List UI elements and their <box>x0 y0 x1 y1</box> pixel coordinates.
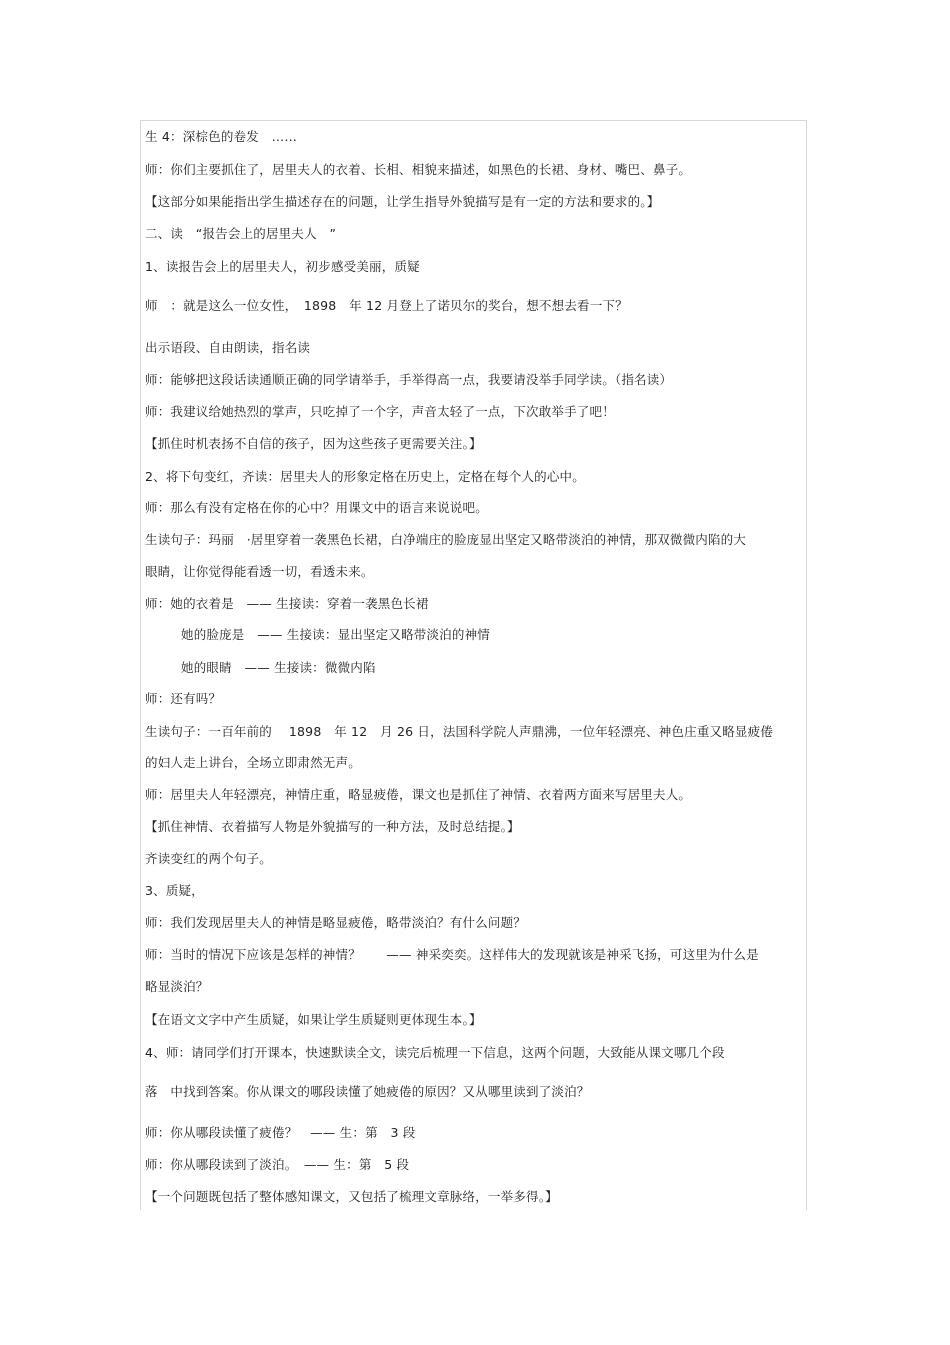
text-line: 生读句子：一百年前的 1898 年 12 月 26 日，法国科学院人声鼎沸，一位年轻漂亮、神色庄重又略显疲倦 <box>145 724 774 739</box>
text-line: 1、读报告会上的居里夫人，初步感受美丽，质疑 <box>145 259 420 274</box>
text-line: 她的眼睛 —— 生接读：微微内陷 <box>181 660 376 675</box>
text-line: 略显淡泊？ <box>145 979 209 994</box>
text-line: 师：我们发现居里夫人的神情是略显疲倦，略带淡泊？有什么问题？ <box>145 915 527 930</box>
text-line: 师：能够把这段话读通顺正确的同学请举手，手举得高一点，我要请没举手同学读。（指名读） <box>145 372 673 387</box>
text-line: 师：还有吗？ <box>145 691 222 706</box>
text-line: 师：你们主要抓住了，居里夫人的衣着、长相、相貌来描述，如黑色的长裙、身材、嘴巴、鼻子。 <box>145 162 692 177</box>
text-line: 师：你从哪段读懂了疲倦？ —— 生：第 3 段 <box>145 1125 416 1140</box>
text-line: 师：居里夫人年轻漂亮，神情庄重，略显疲倦，课文也是抓住了神情、衣着两方面来写居里夫人。 <box>145 787 692 802</box>
text-line: 2、将下句变红，齐读：居里夫人的形象定格在历史上，定格在每个人的心中。 <box>145 469 585 484</box>
text-line: 3、质疑， <box>145 883 204 898</box>
text-line: 4、师：请同学们打开课本，快速默读全文，读完后梳理一下信息，这两个问题，大致能从课文哪几个段 <box>145 1045 725 1060</box>
text-line: 的妇人走上讲台，全场立即肃然无声。 <box>145 755 361 770</box>
text-line: 师：她的衣着是 —— 生接读：穿着一袭黑色长裙 <box>145 596 429 611</box>
text-line: 师：当时的情况下应该是怎样的神情？ —— 神采奕奕。这样伟大的发现就该是神采飞扬，可这里为什么是 <box>145 947 759 962</box>
text-line: 出示语段、自由朗读，指名读 <box>145 340 311 355</box>
text-line: 【一个问题既包括了整体感知课文，又包括了梳理文章脉络，一举多得。】 <box>145 1189 558 1204</box>
text-line: 师：我建议给她热烈的掌声，只吃掉了一个字，声音太轻了一点，下次敢举手了吧！ <box>145 404 615 419</box>
text-line: 眼睛，让你觉得能看透一切，看透未来。 <box>145 564 374 579</box>
text-line: 齐读变红的两个句子。 <box>145 851 273 866</box>
text-line: 【在语文文字中产生质疑，如果让学生质疑则更体现生本。】 <box>145 1012 482 1027</box>
text-line: 【抓住时机表扬不自信的孩子，因为这些孩子更需要关注。】 <box>145 436 482 451</box>
text-line: 【这部分如果能指出学生描述存在的问题，让学生指导外貌描写是有一定的方法和要求的。】 <box>145 194 660 209</box>
text-line: 生 4：深棕色的卷发 …… <box>145 129 298 144</box>
text-line: 落 中找到答案。你从课文的哪段读懂了她疲倦的原因？又从哪里读到了淡泊？ <box>145 1084 590 1099</box>
text-line: 师：你从哪段读到了淡泊。 —— 生：第 5 段 <box>145 1157 410 1172</box>
text-line: 生读句子：玛丽 ·居里穿着一袭黑色长裙，白净端庄的脸庞显出坚定又略带淡泊的神情，那双微微内陷的大 <box>145 532 747 547</box>
text-line: 师 ：就是这么一位女性， 1898 年 12 月登上了诺贝尔的奖台，想不想去看一下？ <box>145 298 628 313</box>
text-line: 【抓住神情、衣着描写人物是外貌描写的一种方法，及时总结提。】 <box>145 819 520 834</box>
text-line: 她的脸庞是 —— 生接读：显出坚定又略带淡泊的神情 <box>181 627 490 642</box>
section-heading: 二、读 “报告会上的居里夫人 ” <box>145 226 337 241</box>
text-line: 师：那么有没有定格在你的心中？用课文中的语言来说说吧。 <box>145 500 488 515</box>
